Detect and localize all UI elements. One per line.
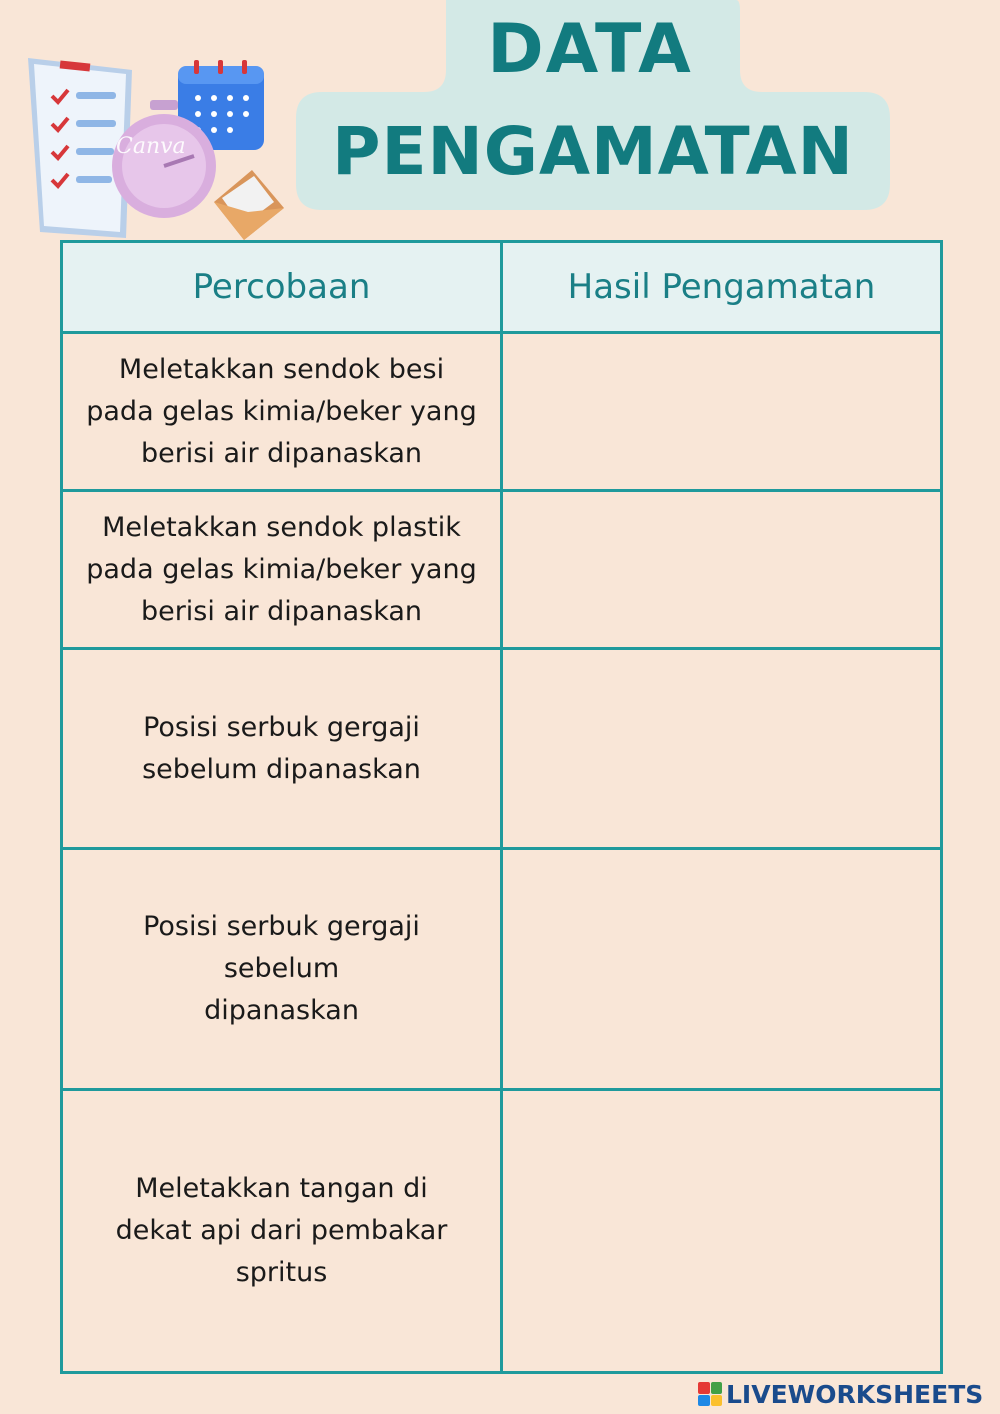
- percobaan-cell: Posisi serbuk gergaji sebelum dipanaskan: [62, 649, 502, 849]
- envelope-icon: [214, 170, 284, 240]
- hasil-pengamatan-answer-cell[interactable]: [502, 491, 942, 649]
- hasil-pengamatan-answer-cell[interactable]: [502, 333, 942, 491]
- hasil-pengamatan-answer-cell[interactable]: [502, 849, 942, 1090]
- title-line-pengamatan: PENGAMATAN: [332, 113, 854, 190]
- canva-watermark: Canva: [116, 134, 186, 159]
- table-row: [62, 849, 942, 1090]
- observation-table: [60, 240, 943, 1374]
- title-line-data: DATA: [487, 10, 693, 89]
- header-percobaan: Percobaan: [62, 242, 502, 333]
- percobaan-cell: Meletakkan sendok besi pada gelas kimia/beker yang berisi air dipanaskan: [62, 333, 502, 491]
- hasil-pengamatan-answer-cell[interactable]: [502, 1090, 942, 1373]
- percobaan-cell: Meletakkan sendok plastik pada gelas kimia/beker yang berisi air dipanaskan: [62, 491, 502, 649]
- header-hasil-pengamatan: Hasil Pengamatan: [502, 242, 942, 333]
- percobaan-cell: Meletakkan tangan di dekat api dari pembakar spritus: [62, 1090, 502, 1373]
- table-row: [62, 333, 942, 491]
- table-row: [62, 649, 942, 849]
- percobaan-cell: Posisi serbuk gergaji sebelum dipanaskan: [62, 849, 502, 1090]
- table-row: [62, 491, 942, 649]
- liveworksheets-wordmark: LIVEWORKSHEETS: [726, 1379, 984, 1409]
- hasil-pengamatan-answer-cell[interactable]: [502, 649, 942, 849]
- liveworksheets-logo-icon: [698, 1382, 722, 1406]
- table-header-row: [62, 242, 942, 333]
- table-row: [62, 1090, 942, 1373]
- liveworksheets-brand: [698, 1378, 983, 1410]
